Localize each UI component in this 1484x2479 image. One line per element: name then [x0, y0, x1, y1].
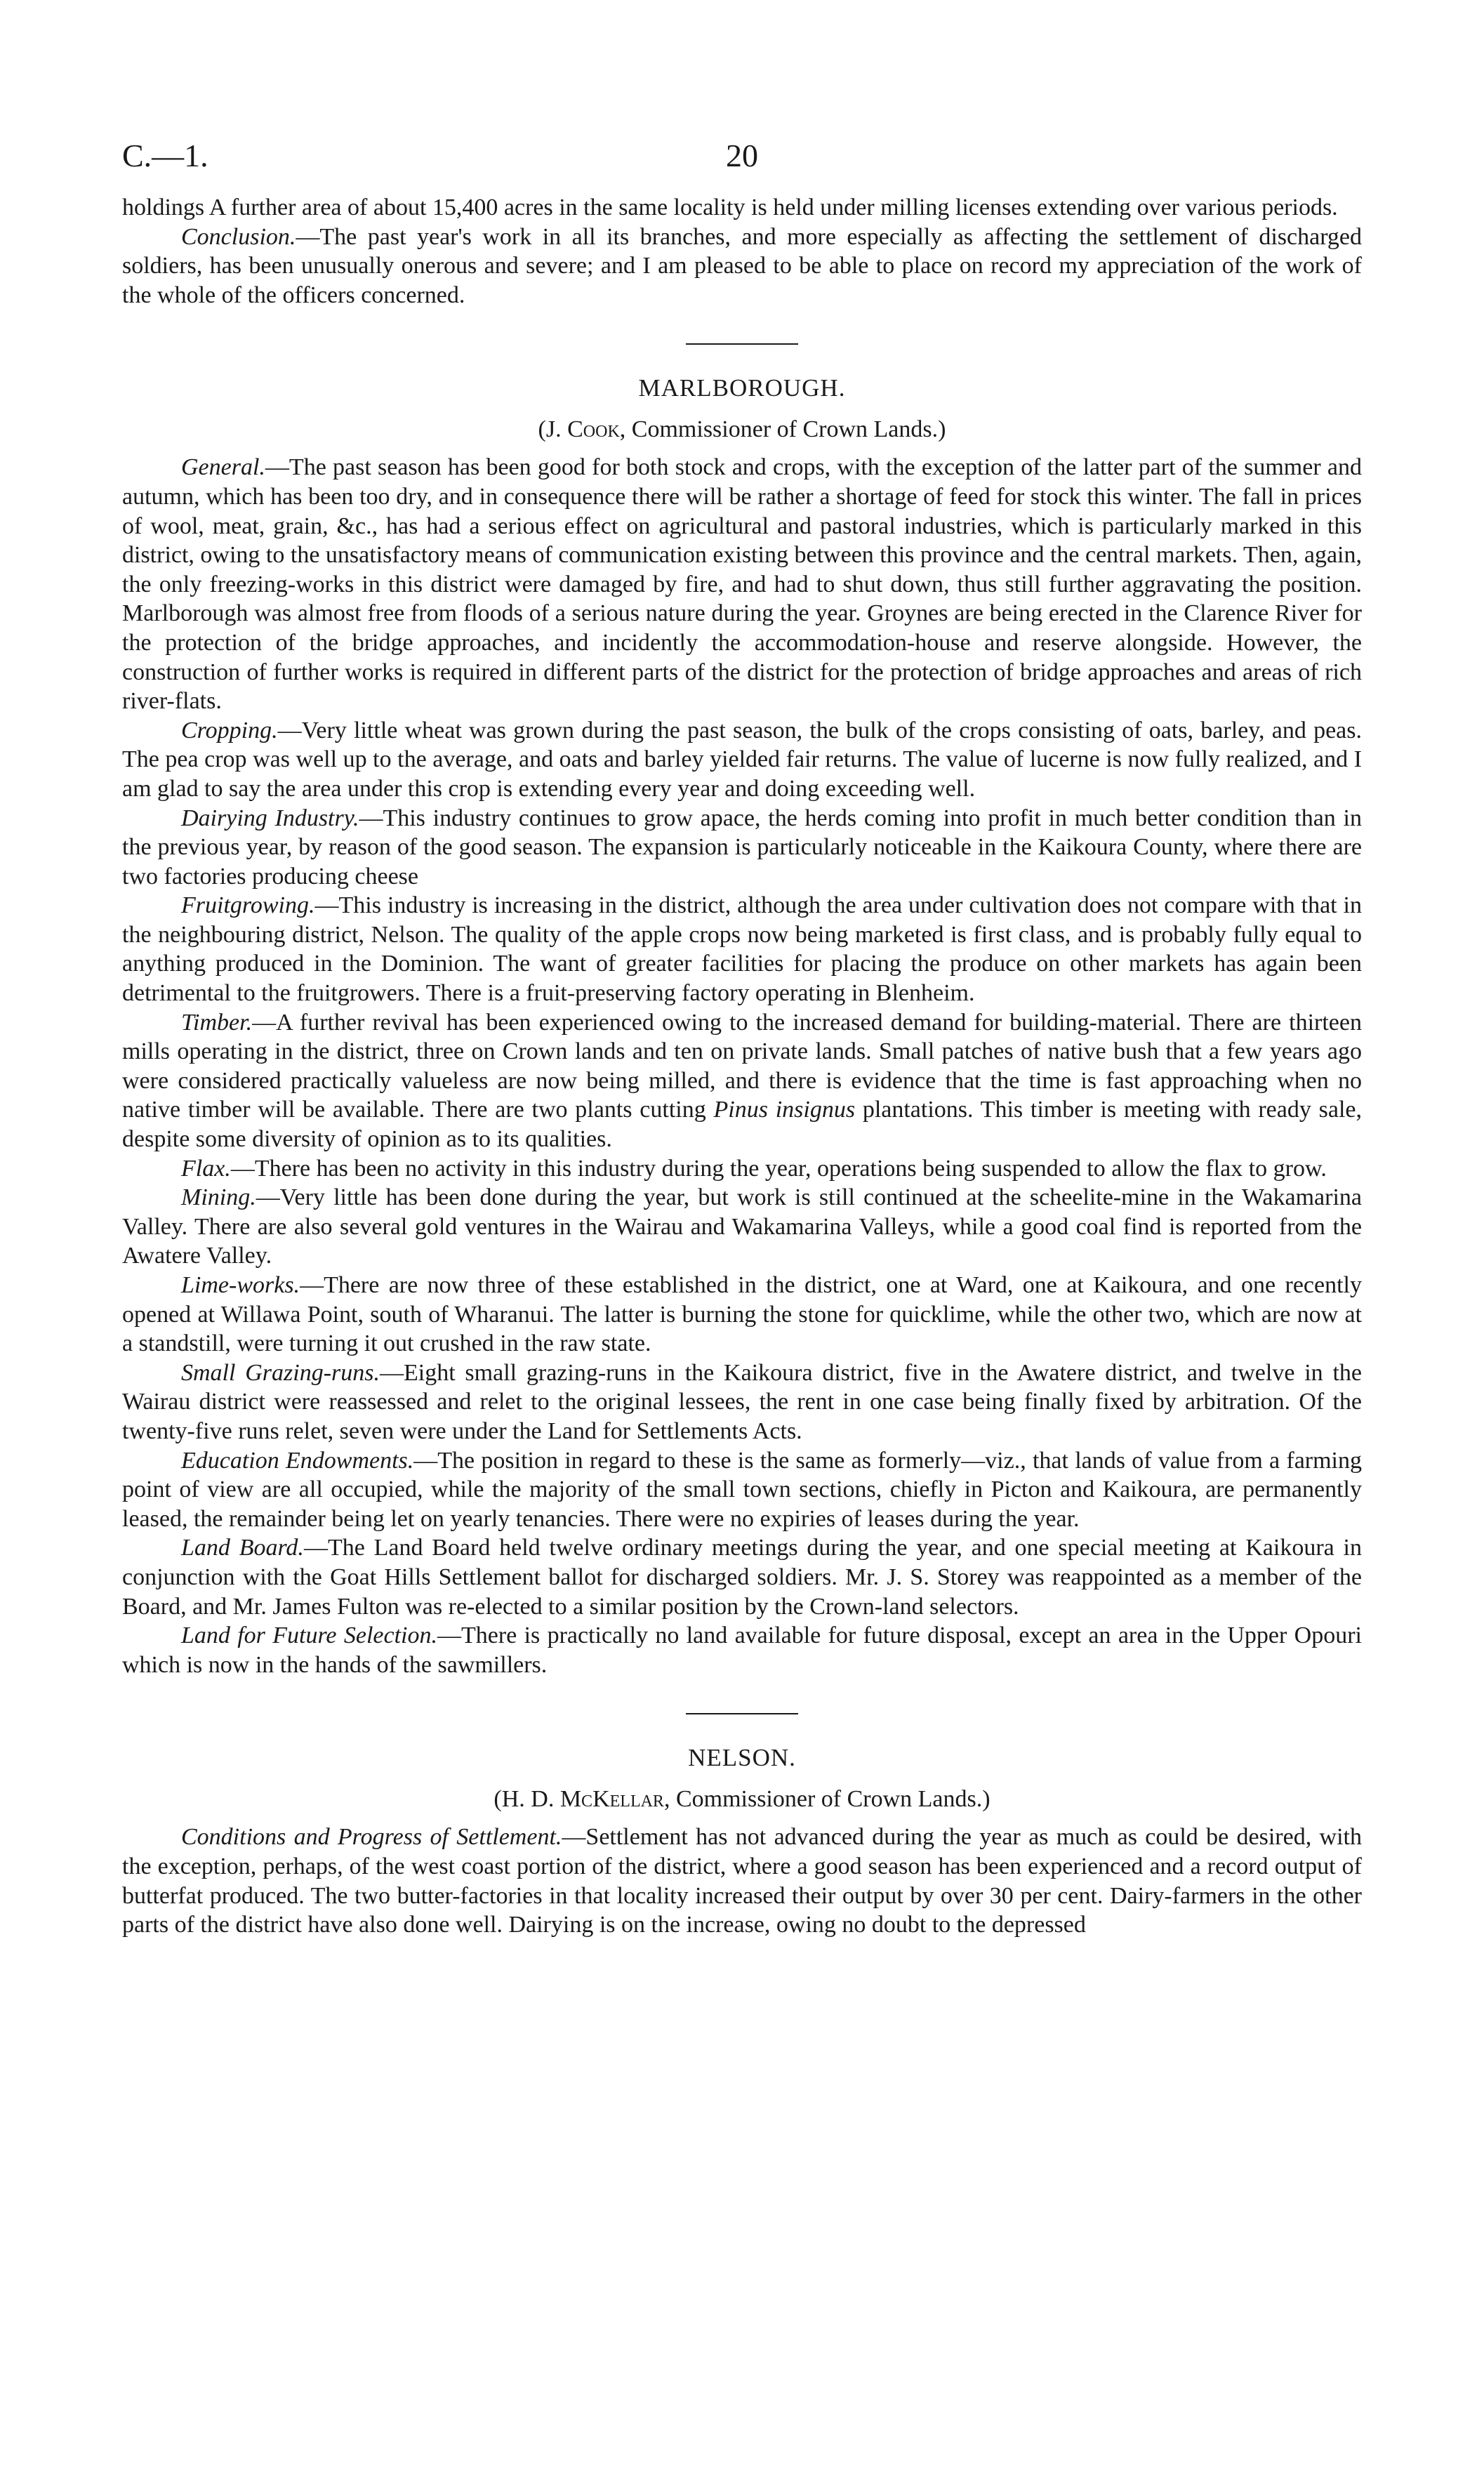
- paragraph-mining: [122, 1183, 1362, 1271]
- paragraph-cropping: [122, 716, 1362, 804]
- paragraph-lead: Conditions and Progress of Settlement.: [181, 1824, 562, 1851]
- holdings-paragraph: [122, 193, 1362, 223]
- species-name: Pinus insignus: [713, 1097, 856, 1123]
- commissioner-rest: , Commissioner of Crown Lands.): [663, 1786, 991, 1813]
- paragraph-text: —Very little wheat was grown during the past season, the bulk of the crops consisting of oats, barley, and peas. The pea crop was well up to the average, and oats and barley yielded fair returns. The value of lucerne is now fully realized, and I am glad to say the area under this crop is extending every year and doing exceeding well.: [122, 717, 1362, 802]
- paragraph-lead: Mining.: [181, 1184, 256, 1211]
- paragraph-lead: Land Board.: [181, 1535, 304, 1561]
- paragraph-general: [122, 453, 1362, 715]
- commissioner-open: (J.: [538, 416, 568, 443]
- paragraph-text: —This industry is increasing in the district, although the area under cultivation does not compare with that in the neighbouring district, Nelson. The quality of the apple crops now being marketed is first class, and is probably fully equal to anything produced in the Dominion. The want of greater facilities for placing the produce on other markets has again been detrimental to the fruitgrowers. There is a fruit-preserving factory operating in Blenheim.: [122, 892, 1362, 1007]
- paragraph-lead: Small Grazing-runs.: [181, 1359, 380, 1386]
- running-header: [122, 137, 1362, 193]
- paragraph-text: holdings A further area of about 15,400 acres in the same locality is held under milling licenses extending over various periods.: [122, 194, 1338, 220]
- paragraph-text: —Settlement has not advanced during the year as much as could be desired, with the exception, perhaps, of the west coast portion of the district, where a good season has been experienced and a record output of butterfat produced. The two butter-factories in that locality increased their output by over 30 per cent. Dairy-farmers in the other parts of the district have also done well. Dairying is on the increase, owing no doubt to the depressed: [122, 1824, 1362, 1938]
- paragraph-land-future-selection: [122, 1621, 1362, 1679]
- document-code: C.—1.: [122, 138, 208, 173]
- paragraph-lead: Flax.: [181, 1155, 231, 1182]
- paragraph-dairying: [122, 804, 1362, 892]
- paragraph-fruitgrowing: [122, 891, 1362, 1007]
- page-number: 20: [726, 138, 758, 173]
- paragraph-timber: [122, 1008, 1362, 1154]
- paragraph-text: —The past year's work in all its branches, and more especially as affecting the settlement of discharged soldiers, has been unusually onerous and severe; and I am pleased to be able to place on record my appreciation of the work of the whole of the officers concerned.: [122, 223, 1362, 308]
- paragraph-flax: [122, 1154, 1362, 1184]
- commissioner-line-nelson: [122, 1786, 1362, 1813]
- paragraph-text: —A further revival has been experienced owing to the increased demand for building-material. There are thirteen mills operating in the district, three on Crown lands and ten on private lands. Small patches of native bush that a few years ago were considered practically valueless are now being milled, and there is evidence that the time is fast approaching when no native timber will be available. There are two plants cutting: [122, 1009, 1362, 1123]
- paragraph-lead: Cropping.: [181, 717, 278, 743]
- commissioner-rest: , Commissioner of Crown Lands.): [619, 416, 946, 443]
- paragraph-text: —The position in regard to these is the same as formerly—viz., that lands of value from a farming point of view are all occupied, while the majority of the small town sections, chiefly in Picton and Kaikoura, are permanently leased, the remainder being let on yearly tenancies. There were no expiries of leases during the year.: [122, 1447, 1362, 1532]
- commissioner-name: McKellar: [559, 1786, 664, 1813]
- paragraph-lead: Conclusion.: [181, 223, 296, 250]
- paragraph-lead: Lime-works.: [181, 1272, 300, 1298]
- paragraph-education-endowments: [122, 1446, 1362, 1534]
- paragraph-text: —There has been no activity in this industry during the year, operations being suspended to allow the flax to grow.: [230, 1155, 1327, 1182]
- paragraph-text: —The past season has been good for both stock and crops, with the exception of the latter part of the summer and autumn, which has been too dry, and in consequence there will be rather a shortage of feed for stock this winter. The fall in prices of wool, meat, grain, &c., has had a serious effect on agricultural and pastoral industries, which is particularly marked in this district, owing to the unsatisfactory means of communication existing between this province and the central markets. Then, again, the only freezing-works in this district were damaged by fire, and had to shut down, thus still further aggravating the position. Marlborough was almost free from floods of a serious nature during the year. Groynes are being erected in the Clarence River for the protection of the bridge approaches, and incidently the accommodation-house and reserve alongside. However, the construction of further works is required in different parts of the district for the protection of bridge approaches and areas of rich river-flats.: [122, 454, 1362, 715]
- conclusion-paragraph: [122, 223, 1362, 310]
- paragraph-lead: Dairying Industry.: [181, 805, 359, 831]
- paragraph-lead: Timber.: [181, 1009, 253, 1036]
- paragraph-small-grazing-runs: [122, 1359, 1362, 1446]
- section-divider: [686, 1713, 798, 1714]
- paragraph-text: —This industry continues to grow apace, the herds coming into profit in much better condition than in the previous year, by reason of the good season. The expansion is particularly noticeable in the Kaikoura County, where there are two factories producing cheese: [122, 805, 1362, 890]
- section-title-marlborough: MARLBOROUGH.: [638, 374, 846, 402]
- paragraph-text: —There is practically no land available for future disposal, except an area in the Upper Opouri which is now in the hands of the sawmillers.: [122, 1622, 1362, 1678]
- paragraph-text: plantations. This timber is meeting with ready sale, despite some diversity of opinion as to its qualities.: [122, 1097, 1362, 1153]
- paragraph-text: —The Land Board held twelve ordinary meetings during the year, and one special meeting at Kaikoura in conjunction with the Goat Hills Settlement ballot for discharged soldiers. Mr. J. S. Storey was reappointed as a member of the Board, and Mr. James Fulton was re-elected to a similar position by the Crown-land selectors.: [122, 1535, 1362, 1620]
- paragraph-lead: Land for Future Selection.: [181, 1622, 437, 1649]
- commissioner-name: Cook: [567, 416, 620, 443]
- paragraph-text: —Very little has been done during the year, but work is still continued at the scheelite-mine in the Wakamarina Valley. There are also several gold ventures in the Wairau and Wakamarina Valleys, while a good coal find is reported from the Awatere Valley.: [122, 1184, 1362, 1269]
- paragraph-lead: Education Endowments.: [181, 1447, 414, 1474]
- commissioner-line-marlborough: [122, 416, 1362, 443]
- commissioner-open: (H. D.: [493, 1786, 560, 1813]
- section-title-nelson: NELSON.: [688, 1744, 796, 1772]
- paragraph-lead: General.: [181, 454, 265, 481]
- paragraph-conditions-progress: [122, 1823, 1362, 1939]
- paragraph-text: —There are now three of these established in the district, one at Ward, one at Kaikoura, and one recently opened at Willawa Point, south of Wharanui. The latter is burning the stone for quicklime, while the other two, which are now at a standstill, were turning it out crushed in the raw state.: [122, 1272, 1362, 1357]
- paragraph-text: —Eight small grazing-runs in the Kaikoura district, five in the Awatere district, and twelve in the Wairau district were reassessed and relet to the original lessees, the rent in one case being finally fixed by arbitration. Of the twenty-five runs relet, seven were under the Land for Settlements Acts.: [122, 1359, 1362, 1444]
- paragraph-lead: Fruitgrowing.: [181, 892, 315, 919]
- section-divider: [686, 343, 798, 345]
- paragraph-land-board: [122, 1533, 1362, 1621]
- paragraph-lime-works: [122, 1271, 1362, 1359]
